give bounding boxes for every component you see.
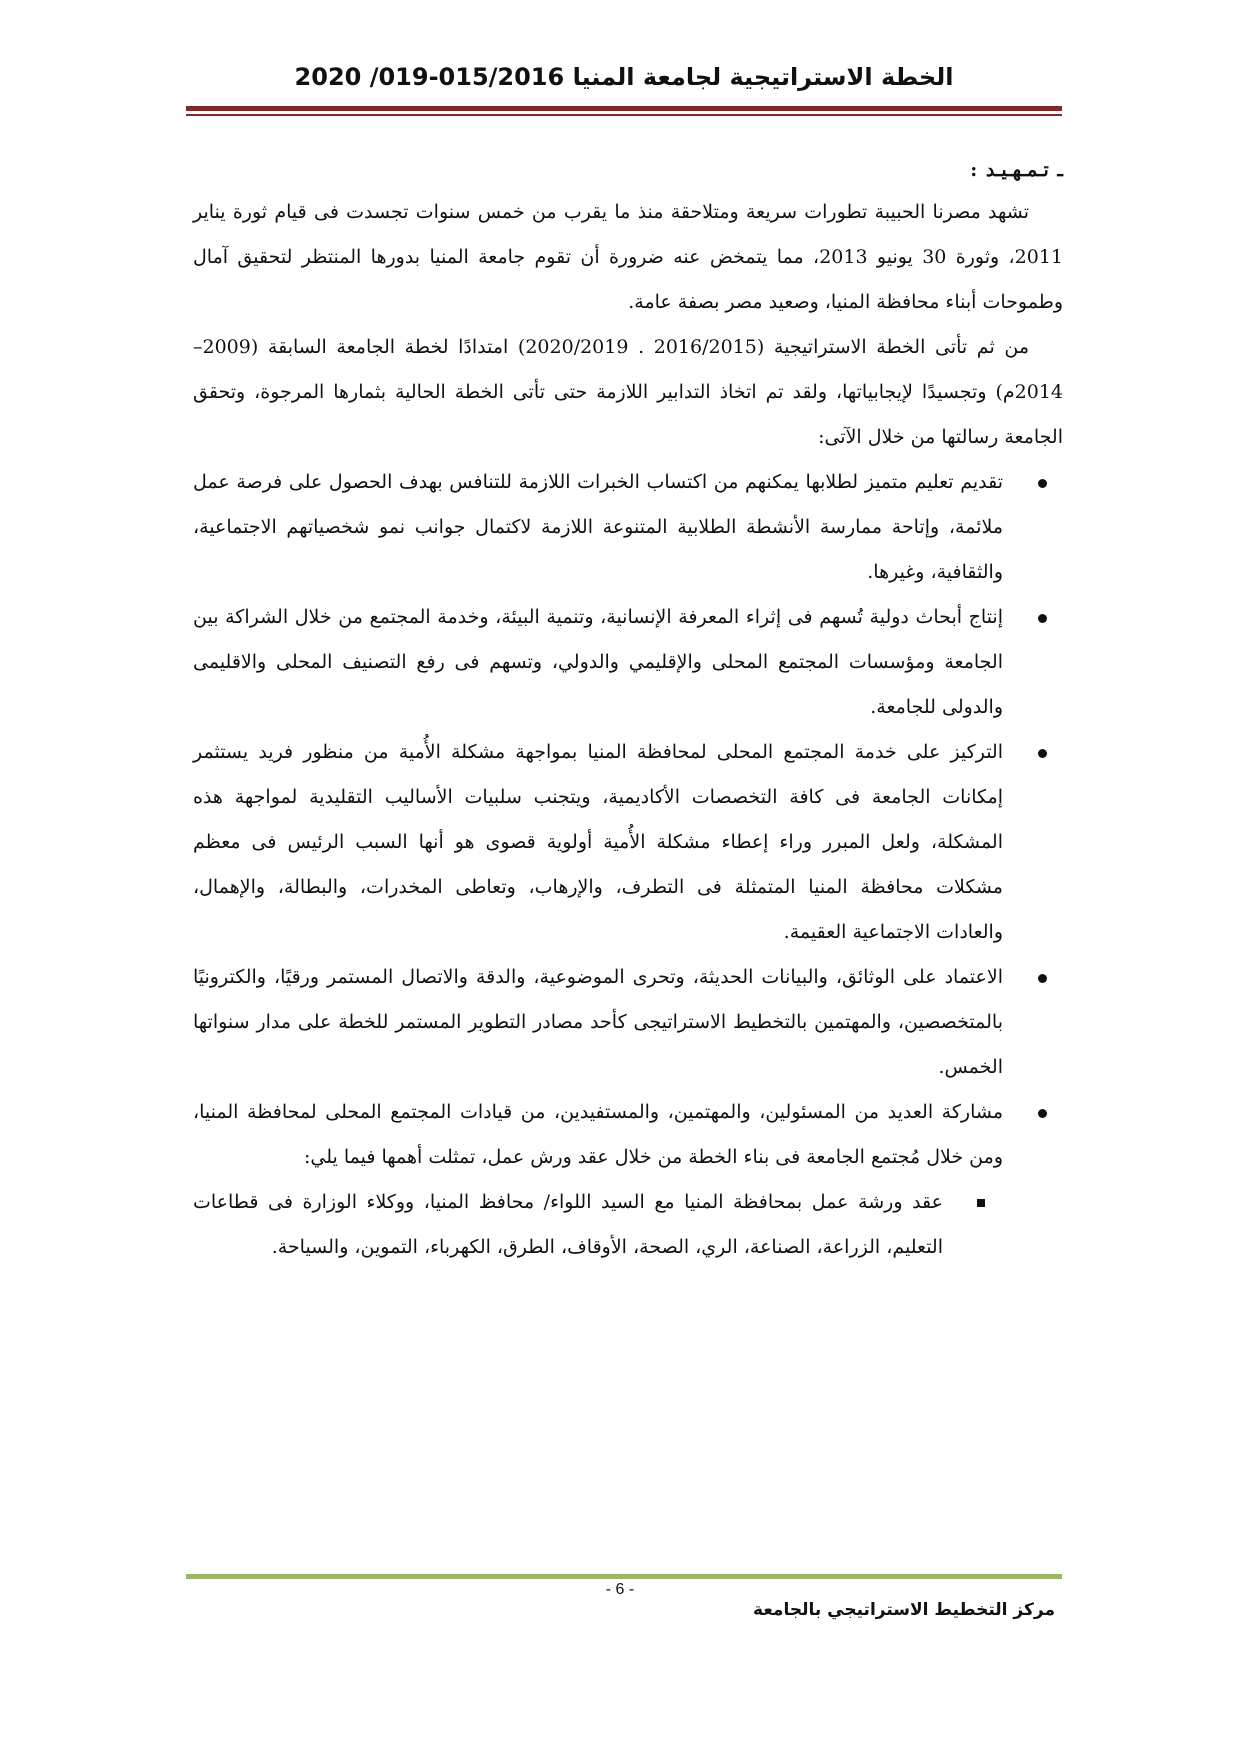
list-item-text: مشاركة العديد من المسئولين، والمهتمين، والمستفيدين، من قيادات المجتمع المحلى لمحافظة المنيا، ومن خلال مُجتمع الجامعة فى بناء الخطة من خلال عقد ورش عمل، تمثلت أهمها فيما يلي: — [193, 1101, 1003, 1168]
goals-list — [193, 460, 1063, 1180]
bullet-icon — [1038, 1109, 1047, 1118]
footer-divider — [186, 1574, 1062, 1579]
list-item-text: التركيز على خدمة المجتمع المحلى لمحافظة المنيا بمواجهة مشكلة الأُمية من منظور فريد يستثمر إمكانات الجامعة فى كافة التخصصات الأكاديمية، ويتجنب سلبيات الأساليب التقليدية لمواجهة هذه المشكلة، ولعل المبرر وراء إعطاء مشكلة الأُمية أولوية قصوى هو أنها السبب الرئيس فى معظم مشكلات محافظة المنيا المتمثلة فى التطرف، والإرهاب، وتعاطى المخدرات، والبطالة، والإهمال، والعادات الاجتماعية العقيمة. — [193, 741, 1003, 943]
list-item — [193, 460, 1063, 595]
bullet-icon — [1038, 479, 1047, 488]
footer-center-name: مركز التخطيط الاستراتيجي بالجامعة — [753, 1600, 1055, 1620]
sub-list-item-text: عقد ورشة عمل بمحافظة المنيا مع السيد اللواء/ محافظ المنيا، ووكلاء الوزارة فى قطاعات التعليم، الزراعة، الصناعة، الري، الصحة، الأوقاف، الطرق، الكهرباء، التموين، والسياحة. — [193, 1191, 943, 1258]
page-body — [193, 150, 1063, 1270]
header-divider — [186, 106, 1062, 118]
section-heading: ـ تـمـهـيـد : — [970, 159, 1063, 181]
list-item-text: تقديم تعليم متميز لطلابها يمكنهم من اكتساب الخبرات اللازمة للتنافس بهدف الحصول على فرصة عمل ملائمة، وإتاحة ممارسة الأنشطة الطلابية المتنوعة اللازمة لاكتمال جوانب نمو شخصياتهم الاجتماعية، والثقافية، وغيرها. — [193, 471, 1003, 583]
intro-paragraph-2: من ثم تأتى الخطة الاستراتيجية (2016/2015 . 2020/2019) امتدادًا لخطة الجامعة السابقة (2009–2014م) وتجسيدًا لإيجابياتها، ولقد تم اتخاذ التدابير اللازمة حتى تأتى الخطة الحالية بثمارها المرجوة، وتحقق الجامعة رسالتها من خلال الآتى: — [193, 336, 1063, 448]
list-item — [193, 730, 1063, 955]
bullet-icon — [1038, 614, 1047, 623]
list-item-text: الاعتماد على الوثائق، والبيانات الحديثة، وتحرى الموضوعية، والدقة والاتصال المستمر ورقيًا، والكترونيًا بالمتخصصين، والمهتمين بالتخطيط الاستراتيجى كأحد مصادر التطوير المستمر للخطة على مدار سنواتها الخمس. — [193, 966, 1003, 1078]
bullet-icon — [1038, 749, 1047, 758]
page-header — [186, 62, 1062, 92]
list-item — [193, 955, 1063, 1090]
intro-paragraph-1: تشهد مصرنا الحبيبة تطورات سريعة ومتلاحقة منذ ما يقرب من خمس سنوات تجسدت فى قيام ثورة يناير 2011، وثورة 30 يونيو 2013، مما يتمخض عنه ضرورة أن تقوم جامعة المنيا بدورها المنتظر لتحقيق آمال وطموحات أبناء محافظة المنيا، وصعيد مصر بصفة عامة. — [193, 201, 1063, 313]
list-item — [193, 1090, 1063, 1180]
list-item — [193, 595, 1063, 730]
sub-list-item — [193, 1180, 1063, 1270]
list-item-text: إنتاج أبحاث دولية تُسهم فى إثراء المعرفة الإنسانية، وتنمية البيئة، وخدمة المجتمع من خلال الشراكة بين الجامعة ومؤسسات المجتمع المحلى والإقليمي والدولي، وتسهم فى رفع التصنيف المحلى والاقليمى والدولى للجامعة. — [193, 606, 1003, 718]
document-title: الخطة الاستراتيجية لجامعة المنيا 015/2016-019/ 2020 — [294, 63, 954, 91]
bullet-icon — [1038, 974, 1047, 983]
workshops-list — [193, 1180, 1063, 1270]
page-number: - 6 - — [605, 1581, 635, 1598]
square-bullet-icon — [977, 1199, 985, 1207]
